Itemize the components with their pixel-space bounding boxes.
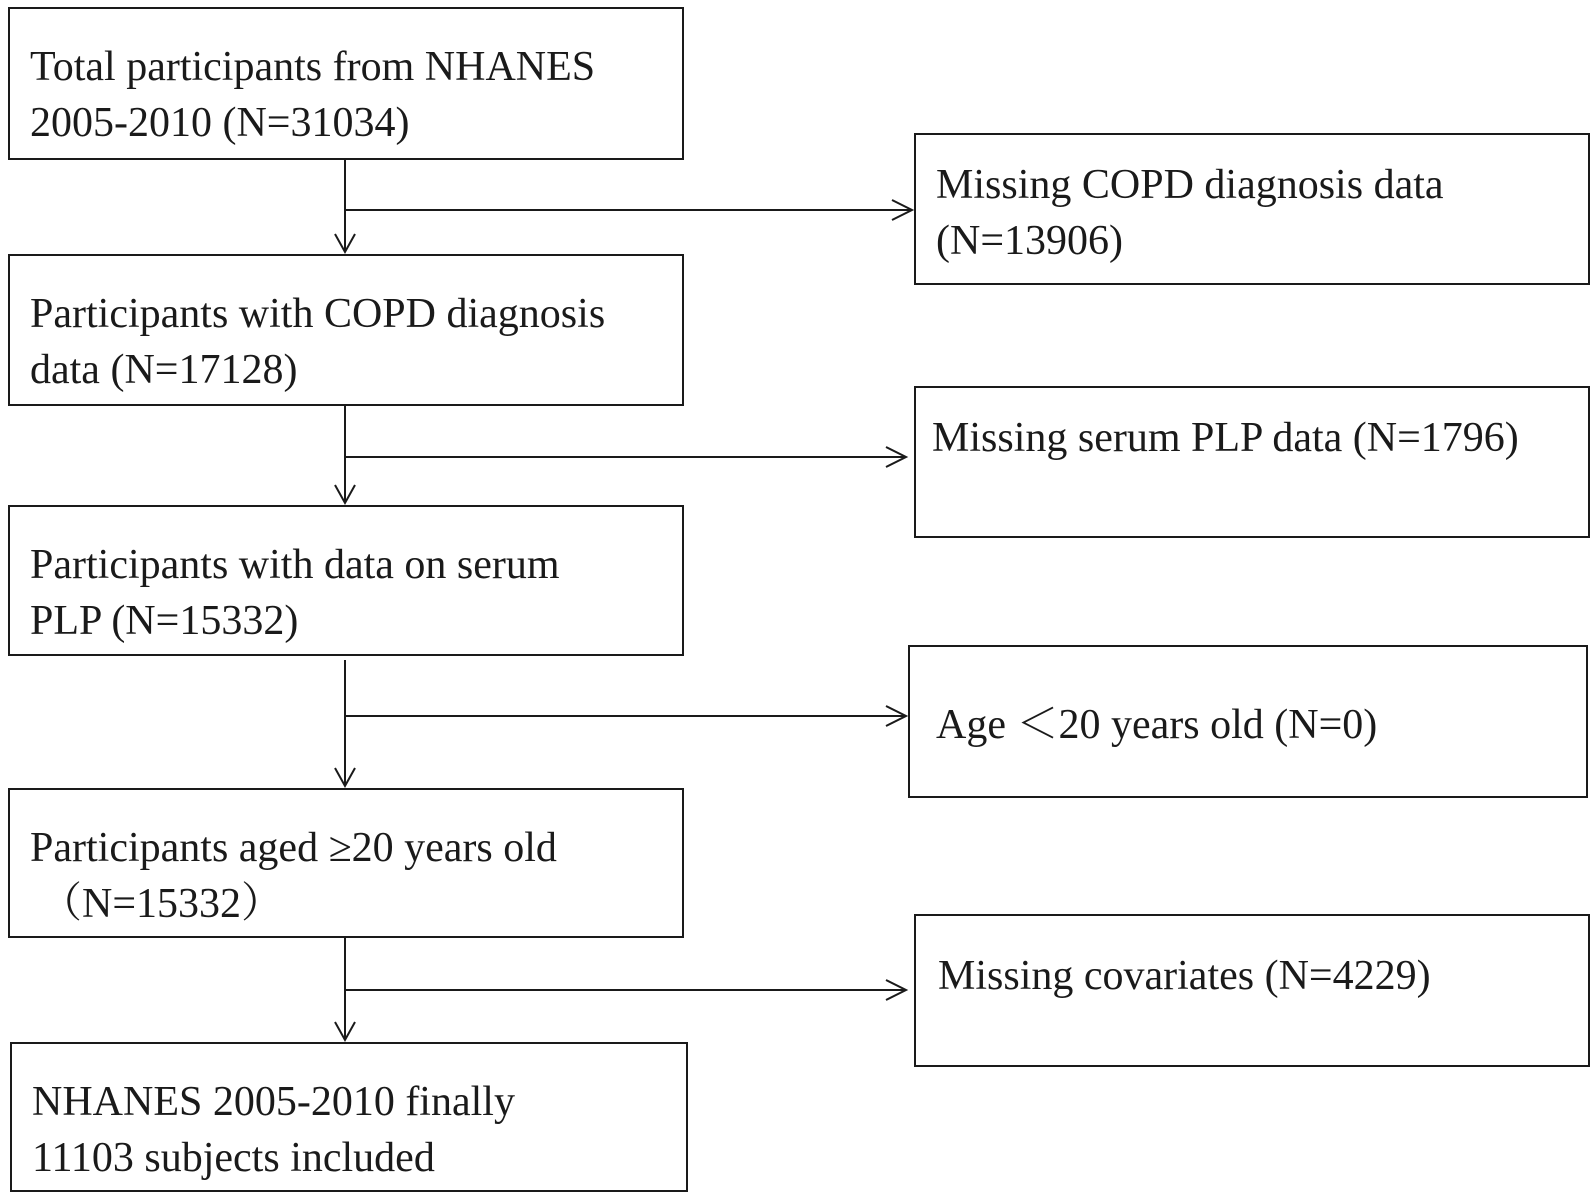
step-age-line-2: （N=15332） bbox=[40, 881, 284, 927]
step-age-line-1: Participants aged ≥20 years old bbox=[30, 825, 557, 871]
step-total-line-2: 2005-2010 (N=31034) bbox=[30, 100, 410, 146]
step-plp-line-2: PLP (N=15332) bbox=[30, 598, 299, 644]
step-final-line-1: NHANES 2005-2010 finally bbox=[32, 1079, 515, 1125]
exclusion-missing-copd bbox=[914, 133, 1590, 285]
step-plp-line-1: Participants with data on serum bbox=[30, 542, 560, 588]
step-final-included bbox=[10, 1042, 688, 1192]
step-copd-diagnosis bbox=[8, 254, 684, 406]
exclusion-copd-line-2: (N=13906) bbox=[936, 218, 1123, 264]
step-final-line-2: 11103 subjects included bbox=[32, 1135, 435, 1181]
exclusion-covariates-line-1: Missing covariates (N=4229) bbox=[938, 953, 1431, 999]
exclusion-plp-line-1: Missing serum PLP data (N=1796) bbox=[932, 415, 1519, 461]
step-aged-20-plus bbox=[8, 788, 684, 938]
exclusion-copd-line-1: Missing COPD diagnosis data bbox=[936, 162, 1444, 208]
step-total-participants bbox=[8, 7, 684, 160]
exclusion-age-under-20 bbox=[908, 645, 1588, 798]
step-total-line-1: Total participants from NHANES bbox=[30, 44, 596, 90]
step-copd-line-1: Participants with COPD diagnosis bbox=[30, 291, 606, 337]
exclusion-missing-covariates bbox=[914, 914, 1590, 1067]
step-serum-plp bbox=[8, 505, 684, 656]
exclusion-age-line-1: Age ＜20 years old (N=0) bbox=[936, 702, 1378, 748]
step-copd-line-2: data (N=17128) bbox=[30, 347, 298, 393]
exclusion-missing-plp bbox=[914, 386, 1590, 538]
